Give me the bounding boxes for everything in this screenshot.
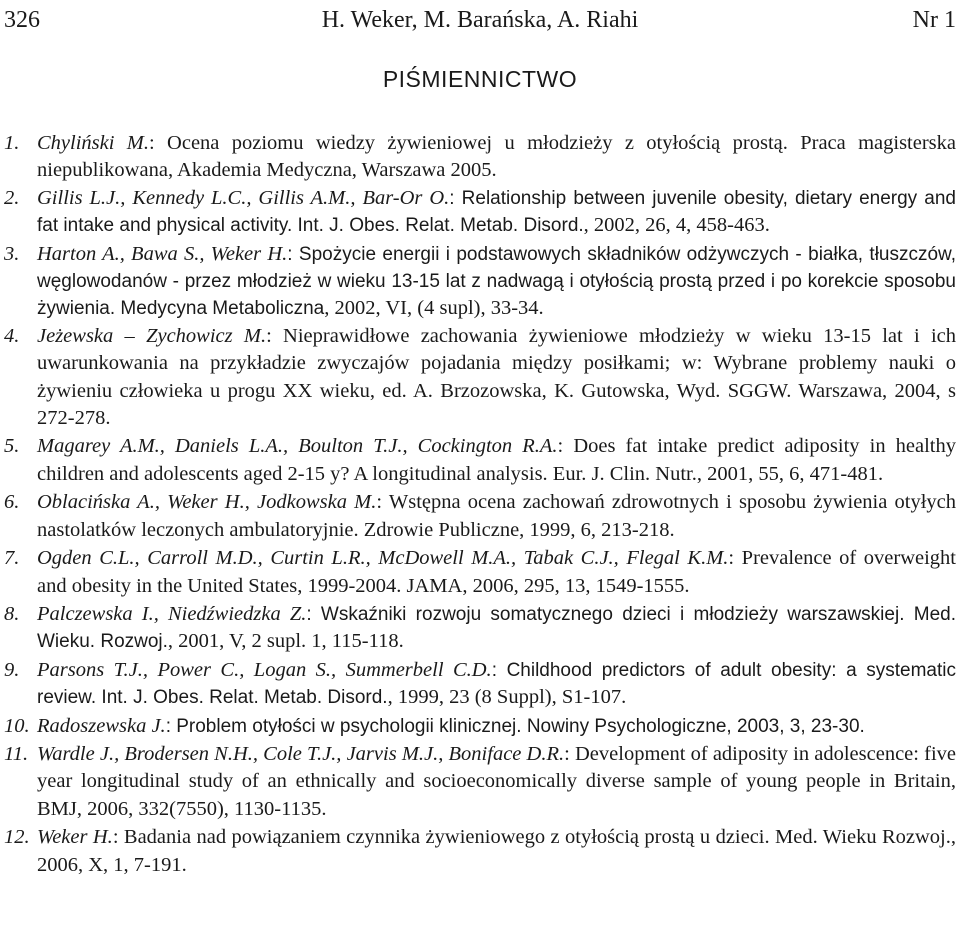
reference-number: 7. — [4, 547, 20, 570]
reference-item — [0, 323, 960, 433]
reference-details: , 2001, 55, 6, 471-481. — [696, 462, 884, 485]
reference-text: : Prevalence of overweight and obesity in the United States, 1999-2004. JAMA, 2006, 295, 13, 1549-1555. — [37, 547, 956, 597]
reference-authors: Ogden C.L., Carroll M.D., Curtin L.R., McDowell M.A., Tabak C.J., Flegal K.M. — [37, 547, 729, 570]
reference-number: 1. — [4, 132, 20, 154]
reference-item — [0, 713, 960, 740]
reference-text: : Wstępna ocena zachowań zdrowotnych i sposobu żywienia otyłych nastolatków leczonych ambulatoryjnie. Zdrowie Publiczne, 1999, 6, 213-218. — [37, 491, 957, 541]
reference-number: 5. — [4, 435, 20, 458]
reference-text: : Development of adiposity in adolescence: five year longitudinal study of an ethnically and socioeconomically diverse sample of young people in Britain, BMJ, 2006, 332(7550), 1130-1135. — [37, 742, 956, 820]
reference-authors: Palczewska I., Niedźwiedzka Z. — [37, 602, 307, 625]
reference-item — [0, 130, 960, 185]
reference-text: : Badania nad powiązaniem czynnika żywieniowego z otyłością prostą u dzieci. Med. Wieku Rozwoj. — [112, 826, 951, 849]
reference-number: 9. — [4, 658, 20, 681]
reference-item — [0, 545, 960, 600]
reference-text: : Ocena poziomu wiedzy żywieniowej u młodzieży z otyłością prostą. Praca magisterska niepublikowana, Akademia Medyczna, Warszawa 2005. — [37, 132, 957, 182]
reference-details: , 2002, VI, (4 supl), 33-34. — [324, 297, 544, 320]
reference-authors: Radoszewska J. — [37, 714, 166, 737]
reference-authors: Wardle J., Brodersen N.H., Cole T.J., Jarvis M.J., Boniface D.R. — [37, 742, 565, 765]
reference-details: , 2006, X, 1, 7-191. — [37, 826, 957, 876]
reference-authors: Parsons T.J., Power C., Logan S., Summerbell C.D. — [37, 658, 492, 681]
reference-authors: Oblacińska A., Weker H., Jodkowska M. — [37, 491, 377, 514]
reference-authors: Weker H. — [37, 826, 113, 849]
reference-list — [0, 130, 960, 879]
reference-text: : Spożycie energii i podstawowych składników odżywczych - białka, tłuszczów, węglowodanów - przez młodzież w wieku 13-15 lat z nadwagą i otyłością prostą przed i po korekcie sposobu żywienia. Medycyna Metaboliczna — [37, 243, 956, 320]
issue-number: Nr 1 — [912, 7, 956, 33]
page-number: 326 — [4, 7, 40, 33]
reference-number: 10. — [4, 714, 30, 737]
page-header — [0, 0, 960, 40]
reference-details: , 1999, 23 (8 Suppl), S1-107. — [387, 686, 627, 709]
reference-authors: Harton A., Bawa S., Weker H. — [37, 242, 288, 265]
reference-authors: Jeżewska – Zychowicz M. — [37, 324, 267, 347]
reference-number: 12. — [4, 826, 30, 849]
reference-item — [0, 185, 960, 240]
reference-authors: Chyliński M. — [37, 132, 149, 154]
reference-number: 8. — [4, 602, 20, 625]
reference-text: : Childhood predictors of adult obesity: a systematic review. Int. J. Obes. Relat. Metab. Disord. — [37, 659, 956, 709]
reference-item — [0, 601, 960, 656]
reference-number: 11. — [4, 742, 29, 765]
reference-number: 6. — [4, 491, 20, 514]
reference-item — [0, 433, 960, 488]
reference-text: : Does fat intake predict adiposity in healthy children and adolescents aged 2-15 y? A longitudinal analysis. Eur. J. Clin. Nutr. — [37, 435, 956, 485]
reference-text: : Problem otyłości w psychologii klinicznej. Nowiny Psychologiczne, 2003, 3, 23-30. — [165, 715, 865, 737]
reference-number: 2. — [4, 186, 20, 209]
reference-item — [0, 741, 960, 823]
reference-authors: Gillis L.J., Kennedy L.C., Gillis A.M., Bar-Or O. — [37, 186, 450, 209]
reference-text: : Wskaźniki rozwoju somatycznego dzieci i młodzieży warszawskiej. Med. Wieku. Rozwoj. — [37, 603, 956, 653]
reference-details: , 2002, 26, 4, 458-463. — [583, 214, 770, 237]
reference-authors: Magarey A.M., Daniels L.A., Boulton T.J., Cockington R.A. — [37, 435, 558, 458]
reference-item — [0, 657, 960, 712]
reference-item — [0, 241, 960, 323]
reference-item — [0, 489, 960, 544]
section-title: PIŚMIENNICTWO — [382, 66, 578, 92]
reference-text: : Nieprawidłowe zachowania żywieniowe młodzieży w wieku 13-15 lat i ich uwarunkowania na przykładzie zwyczajów pojadania między posiłkami; w: Wybrane problemy nauki o żywieniu człowieka u progu XX wieku, ed. A. Brzozowska, K. Gutowska, Wyd. SGGW. Warszawa, 2004, s 272-278. — [37, 324, 957, 430]
running-title: H. Weker, M. Barańska, A. Riahi — [321, 7, 639, 33]
reference-text: : Relationship between juvenile obesity, dietary energy and fat intake and physical activity. Int. J. Obes. Relat. Metab. Disord. — [37, 187, 956, 237]
reference-number: 4. — [4, 324, 20, 347]
reference-details: , 2001, V, 2 supl. 1, 115-118. — [167, 630, 404, 653]
reference-number: 3. — [4, 242, 20, 265]
reference-item — [0, 824, 960, 879]
